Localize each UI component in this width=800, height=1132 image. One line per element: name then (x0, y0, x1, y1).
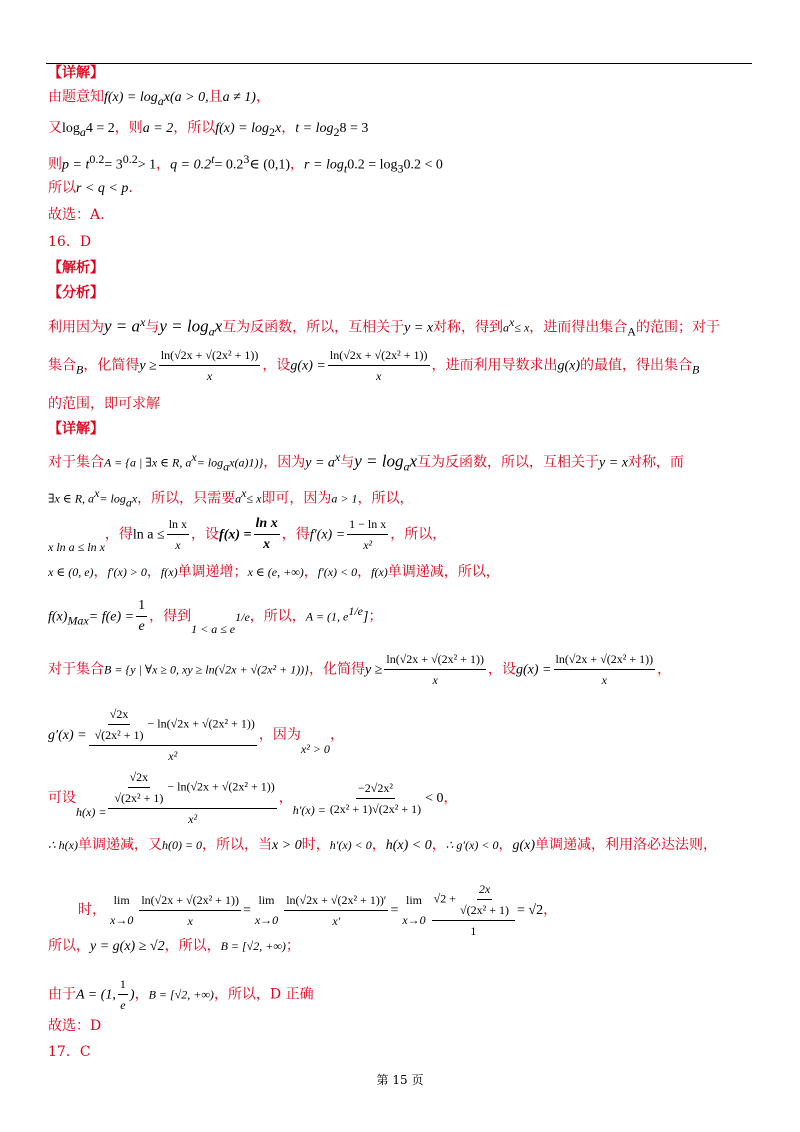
heading-jiexi: 【解析】 (48, 260, 104, 276)
line-14: x ln a ≤ ln x，得ln a ≤ $\frac{\text{ln x}}{x}$ ，设f(x) = $\frac{\text{ln x}}{x}$ ，得f′(x) = $\frac{\text{1 − ln x}}{\text{x²}}$ ，所以， (48, 516, 447, 554)
line-4: 所以r < q < p. (48, 180, 133, 196)
line-10: 的范围，即可求解 (48, 396, 160, 412)
question-17-label: 17．C (48, 1044, 91, 1060)
question-16-label: 16．D (48, 234, 92, 250)
line-9: 集合$_B$，化简得y ≥ $\frac{\text{ln(√2x + √(2x² + 1))}}{x}$ ，设g(x) = $\frac{\text{ln(√2x + √(2x² + 1))}}{x}$ ，进而利用导数求出g(x)的最值，得出集合$_B$ (48, 348, 700, 383)
line-20: ∴ h(x)单调递减，又h(0) = 0，所以，当x > 0时，h′(x) < 0，h(x) < 0，∴ g′(x) < 0，g(x)单调递减，利用洛必达法则， (48, 837, 717, 853)
line-3: 则$p = t^{0.2}= 3^{0.2}> 1$，$q = 0.2^t=$ $0.2^3\in$ (0,1)，$r = \log_t0.2 = \log_30.2 < 0$ (48, 152, 443, 176)
line-1: 由题意知$f(x) = \log_ax(a > 0$,且a ≠ 1)， (48, 89, 270, 108)
heading-xiangjie-2: 【详解】 (48, 421, 104, 437)
line-17: 对于集合B = {y | ∀x ≥ 0, xy ≥ ln(√2x + √(2x² + 1))}，化简得y ≥ $\frac{\text{ln(√2x + √(2x² + 1))}}{x}$ ，设g(x) = $\frac{\text{ln(√2x + √(2x² + 1))}}{x}$ ， (48, 652, 672, 687)
line-23: 由于A = (1, $\frac{1}{e}$ )，B = [√2, +∞)，所以，D 正确 (48, 977, 314, 1012)
line-12: 对于集合A = {a | ∃x ∈ R, $a^x= \log_ax(a)1$)}，因为$y = a^x$与$y = \log_ax$互为反函数，所以，互相关于y = x对称，而 (48, 450, 684, 474)
answer-16: 故选：D (48, 1018, 102, 1034)
line-15: x ∈ (0, e)，f′(x) > 0，f(x)单调递增；x ∈ (e, +∞)，f′(x) < 0，f(x)单调递减，所以， (48, 564, 500, 580)
line-2: 又$\log_a4 = 2$，则a = 2，所以$f(x) = \log_2x$，$t = \log_28 = 3$ (48, 120, 369, 139)
line-22: 所以，y = g(x) ≥ √2，所以，B = [√2, +∞)； (48, 938, 300, 954)
line-13: ∃x ∈ R, $a^x= \log_ax$，所以，只需要$a^x\le x$即可，因为a > 1，所以， (48, 486, 414, 510)
line-19: 可设h(x) = $\frac{√2x}{\text{√(2x² + 1)}}$ − ln(√2x + √(2x² + 1)) x² ，h′(x) = $\frac{\text{−2√2x²}}{\text{(2x² + 1)√(2x² + 1)}}$ < 0， (48, 770, 458, 826)
line-16: $f(x)_{Max}= f(e)$ = $\frac{1}{e}$ ，得到$1 < a \le e^{1/e}$，所以，A = (1, $e^{1/e}$]； (48, 598, 383, 636)
heading-xiangjie: 【详解】 (48, 65, 104, 81)
page-number: 第 15 页 (376, 1073, 424, 1087)
answer-15: 故选：A. (48, 207, 105, 223)
line-18: g′(x) = $\frac{√2x}{\text{√(2x² + 1)}}$ − ln(√2x + √(2x² + 1)) x² ，因为x² > 0， (48, 707, 344, 763)
line-8: 利用因为$y = a^x$与$y = \log_ax$互为反函数，所以，互相关于y = x对称，得到$a^x\le x$，进而得出集合$_A$的范围；对于 (48, 315, 720, 339)
header-rule (46, 63, 752, 64)
heading-fenxi: 【分析】 (48, 285, 104, 301)
line-21: 时， lim x→0 $\frac{\text{ln(√2x + √(2x² + 1))}}{x}$ = lim x→0 $\frac{\text{ln(√2x + √(2x² + 1))′}}{x'}$ = lim x→0 √2 + $\frac{2x}{\text{√(2x² + 1)}}$ 1 = √2， (78, 882, 558, 938)
